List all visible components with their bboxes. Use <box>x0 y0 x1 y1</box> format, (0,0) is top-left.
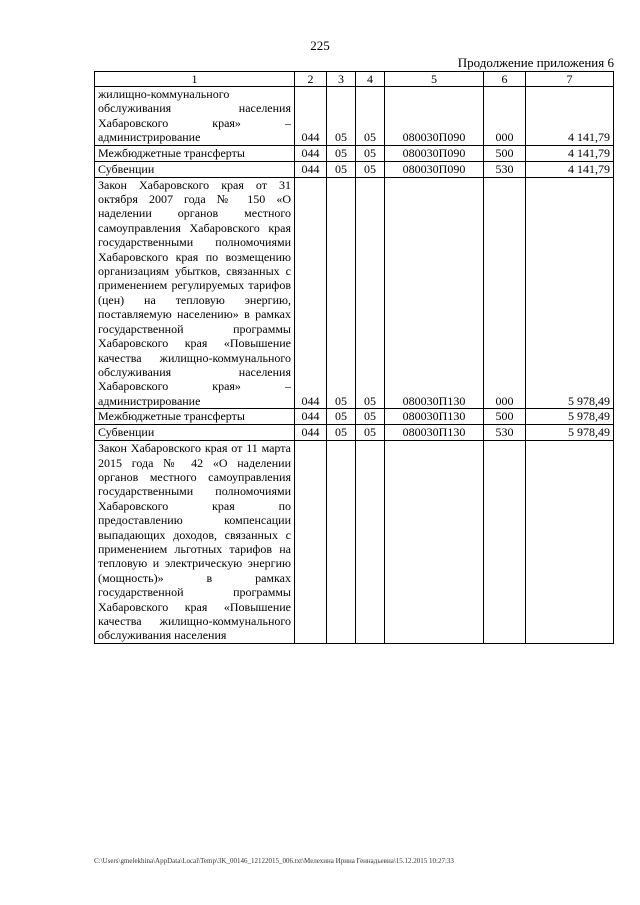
row-section <box>327 441 356 644</box>
row-section: 05 <box>327 145 356 161</box>
table-row <box>95 409 614 425</box>
row-name: Межбюджетные трансферты <box>95 145 295 161</box>
header-col-2: 2 <box>295 72 327 87</box>
row-name: Субвенции <box>95 161 295 177</box>
row-subsection: 05 <box>356 177 385 409</box>
header-col-4: 4 <box>356 72 385 87</box>
row-subsection: 05 <box>356 145 385 161</box>
row-target-article: 080030П130 <box>385 425 484 441</box>
row-subsection: 05 <box>356 87 385 146</box>
row-subsection: 05 <box>356 161 385 177</box>
row-expense-type: 000 <box>484 177 526 409</box>
row-amount: 4 141,79 <box>526 87 614 146</box>
table-row <box>95 425 614 441</box>
row-section: 05 <box>327 177 356 409</box>
table-row <box>95 87 614 146</box>
page-number: 225 <box>310 38 330 53</box>
header-col-3: 3 <box>327 72 356 87</box>
header-col-1: 1 <box>95 72 295 87</box>
row-target-article: 080030П130 <box>385 177 484 409</box>
row-subsection: 05 <box>356 409 385 425</box>
row-ministry-code: 044 <box>295 409 327 425</box>
row-amount: 4 141,79 <box>526 161 614 177</box>
continuation-caption: Продолжение приложения 6 <box>457 55 614 70</box>
row-amount <box>526 441 614 644</box>
row-name: жилищно-коммунального обслуживания населения Хабаровского края» – администрирование <box>95 87 295 146</box>
row-ministry-code: 044 <box>295 87 327 146</box>
table-header-row <box>95 72 614 87</box>
table-row <box>95 145 614 161</box>
row-amount: 5 978,49 <box>526 177 614 409</box>
row-ministry-code: 044 <box>295 425 327 441</box>
row-target-article: 080030П130 <box>385 409 484 425</box>
row-section: 05 <box>327 425 356 441</box>
row-name: Закон Хабаровского края от 31 октября 2007 года № 150 «О наделении органов местного самоуправления Хабаровского края государственными полномочиями Хабаровского края по возмещению организациям убытков, связанных с применением регулируемых тарифов (цен) на тепловую энергию, поставляемую населению» в рамках государственной программы Хабаровского края «Повышение качества жилищно-коммунального обслуживания населения Хабаровского края» – администрирование <box>95 177 295 409</box>
row-expense-type: 500 <box>484 409 526 425</box>
row-section: 05 <box>327 409 356 425</box>
row-amount: 5 978,49 <box>526 425 614 441</box>
row-target-article: 080030П090 <box>385 87 484 146</box>
row-ministry-code: 044 <box>295 177 327 409</box>
row-amount: 4 141,79 <box>526 145 614 161</box>
header-col-5: 5 <box>385 72 484 87</box>
header-col-7: 7 <box>526 72 614 87</box>
row-expense-type: 530 <box>484 161 526 177</box>
table-row <box>95 177 614 409</box>
row-section: 05 <box>327 87 356 146</box>
row-section: 05 <box>327 161 356 177</box>
row-expense-type: 500 <box>484 145 526 161</box>
row-target-article: 080030П090 <box>385 145 484 161</box>
table-row <box>95 161 614 177</box>
table-row <box>95 441 614 644</box>
row-name: Субвенции <box>95 425 295 441</box>
header-col-6: 6 <box>484 72 526 87</box>
row-name: Межбюджетные трансферты <box>95 409 295 425</box>
row-target-article <box>385 441 484 644</box>
row-subsection <box>356 441 385 644</box>
row-expense-type: 000 <box>484 87 526 146</box>
row-ministry-code: 044 <box>295 161 327 177</box>
row-subsection: 05 <box>356 425 385 441</box>
row-expense-type: 530 <box>484 425 526 441</box>
row-expense-type <box>484 441 526 644</box>
row-ministry-code: 044 <box>295 145 327 161</box>
row-name: Закон Хабаровского края от 11 марта 2015 года № 42 «О наделении органов местного самоуправления государственными полномочиями Хабаровского края по предоставлению компенсации выпадающих доходов, связанных с применением льготных тарифов на тепловую и электрическую энергию (мощность)» в рамках государственной программы Хабаровского края «Повышение качества жилищно-коммунального обслуживания населения <box>95 441 295 644</box>
row-amount: 5 978,49 <box>526 409 614 425</box>
file-path-footer: C:\Users\gmelekhina\AppData\Local\Temp\3K_00146_12122015_006.txt\Мелехина Ирина Геннадьевна\15.12.2015 10:27:33 <box>94 857 454 865</box>
row-ministry-code <box>295 441 327 644</box>
budget-table <box>94 71 614 644</box>
row-target-article: 080030П090 <box>385 161 484 177</box>
